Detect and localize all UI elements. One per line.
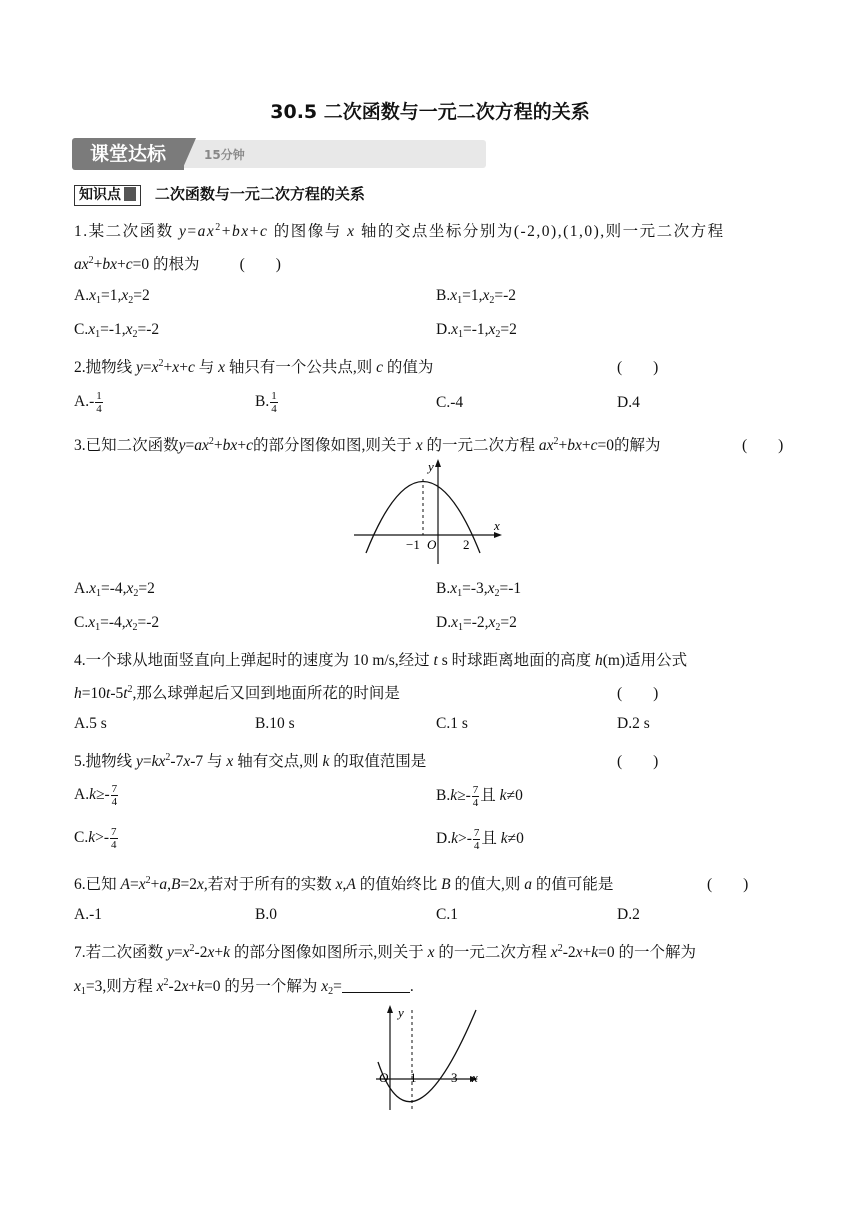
q1-option-c: $C.x_1=-1,x_2=-2$ [74, 321, 160, 340]
q3-label-origin: O [427, 537, 437, 552]
q5-text-c: 轴有交点,则 [233, 753, 323, 770]
q3-option-d: $D.x_1=-2,x_2=2$ [436, 614, 517, 633]
q3-label-2: 2 [463, 537, 470, 552]
q7-text-e: ,则方程 [102, 978, 157, 995]
q2-text-b: 与 [194, 359, 219, 376]
question-1-line-1: 1.某二次函数 $y=ax^2+bx+c$ 的图像与 x 轴的交点坐标分别为(-2,0),(1,0),则一元二次方程 [74, 222, 725, 240]
q4-option-d: D.2 s [617, 715, 650, 732]
q2-text-d: 的值为 [383, 359, 434, 376]
q1-text-a: 某二次函数 [88, 223, 180, 240]
q2-option-c: C.-4 [436, 394, 464, 411]
q7-parabola-curve [378, 1010, 476, 1102]
question-4-line-2: $h=10t-5t^2$,那么球弹起后又回到地面所花的时间是 [74, 684, 400, 702]
q5-b-and: 且 [480, 787, 500, 804]
knowledge-point-header [74, 183, 365, 205]
question-4-line-1: 4.一个球从地面竖直向上弹起时的速度为 10 m/s,经过 t s 时球距离地面的高度 h(m)适用公式 [74, 652, 688, 669]
q1-text-c: 轴的交点坐标分别为(-2,0),(1,0),则一元二次方程 [355, 223, 725, 240]
q1-text-b: 的图像与 [268, 223, 348, 240]
q7-label-x: x [472, 1070, 478, 1085]
tag-block-icon [124, 187, 136, 201]
q1-option-d: $D.x_1=-1,x_2=2$ [436, 321, 517, 340]
knowledge-point-title: 二次函数与一元二次方程的关系 [154, 185, 365, 203]
q7-text-b: 的部分图像如图所示,则关于 [230, 944, 428, 961]
question-3: 3.已知二次函数$y=ax^2+bx+c$的部分图像如图,则关于 x 的一元二次方程 $ax^2+bx+c=0$的解为 [74, 436, 661, 454]
q3-parabola-graph [350, 456, 510, 568]
q1-text-d: 的根为 [153, 256, 200, 273]
q7-y-arrow [387, 1005, 393, 1013]
q5-answer-paren: ( ) [617, 753, 659, 770]
banner-label: 课堂达标 [72, 138, 184, 170]
page-title: 30.5 二次函数与一元二次方程的关系 [270, 101, 590, 123]
banner-time: 15分钟 [204, 148, 245, 162]
q3-option-a: $A.x_1=-4,x_2=2$ [74, 580, 155, 599]
q1-answer-paren: ( ) [239, 256, 281, 273]
banner-slash [182, 138, 196, 170]
q3-option-b: $B.x_1=-3,x_2=-1$ [436, 580, 522, 599]
question-7-line-2: $x_1=3$,则方程 $x^2-2x+k=0$ 的另一个解为 $x_2=$ . [74, 977, 414, 997]
q3-text-a: 已知二次函数 [85, 437, 179, 454]
q2-option-a: A.- $\frac{1}{4}$ [74, 390, 102, 415]
q4-option-a: A.5 s [74, 715, 107, 732]
q6-option-d: D.2 [617, 906, 640, 923]
q3-number: 3. [74, 437, 86, 454]
q5-text-d: 的取值范围是 [329, 753, 427, 770]
q7-answer-blank[interactable] [342, 978, 410, 993]
q5-b-neq: ≠0 [506, 787, 523, 804]
q4-text-b: s 时球距离地面的高度 [437, 652, 596, 669]
q1-option-a: $A.x_1=1,x_2=2$ [74, 287, 150, 306]
q7-label-3: 3 [451, 1070, 458, 1085]
question-6: 6.已知 $A=x^2+a,B=2x$,若对于所有的实数 x,A 的值始终比 B 的值大,则 a 的值可能是 [74, 875, 614, 893]
q6-option-b: B.0 [255, 906, 277, 923]
q6-text-b: ,若对于所有的实数 [203, 876, 336, 893]
q6-number: 6. [74, 876, 86, 893]
q7-text-d: 的一个解为 [614, 944, 697, 961]
q6-text-e: 的值可能是 [531, 876, 614, 893]
q2-option-b: B. $\frac{1}{4}$ [255, 390, 277, 415]
q5-option-d: D.k>- $\frac{7}{4}$ 且 k≠0 [436, 826, 524, 852]
q2-answer-paren: ( ) [617, 359, 659, 376]
q7-label-origin: O [379, 1070, 389, 1085]
q6-option-a: A.-1 [74, 906, 102, 923]
q6-text-c: 的值始终比 [355, 876, 442, 893]
q4-answer-paren: ( ) [617, 685, 659, 702]
q7-text-c: 的一元二次方程 [434, 944, 551, 961]
q1-number: 1. [74, 223, 89, 240]
q5-text-a: 抛物线 [85, 753, 137, 770]
knowledge-point-tag [74, 185, 141, 206]
q6-text-d: 的值大,则 [450, 876, 525, 893]
q2-text-a: 抛物线 [85, 359, 137, 376]
q5-option-a: A.k≥- $\frac{7}{4}$ [74, 783, 118, 808]
q5-d-neq: ≠0 [507, 830, 524, 847]
question-5: 5.抛物线 $y=kx^2-7x-7$ 与 x 轴有交点,则 k 的取值范围是 [74, 752, 427, 770]
q7-label-1: 1 [410, 1070, 417, 1085]
q4-option-b: B.10 s [255, 715, 295, 732]
q5-option-c: C.k>- $\frac{7}{4}$ [74, 826, 117, 851]
q3-text-b: 的部分图像如图,则关于 [252, 437, 416, 454]
q2-option-d: D.4 [617, 394, 640, 411]
q4-text-d: ,那么球弹起后又回到地面所花的时间是 [132, 685, 400, 702]
q4-text-c: (m)适用公式 [602, 652, 688, 669]
q7-number: 7. [74, 944, 86, 961]
q3-text-d: 的解为 [614, 437, 661, 454]
q5-number: 5. [74, 753, 86, 770]
q4-number: 4. [74, 652, 86, 669]
q4-option-c: C.1 s [436, 715, 468, 732]
q7-text-a: 若二次函数 [85, 944, 168, 961]
q5-option-b: B.k≥- $\frac{7}{4}$ 且 k≠0 [436, 783, 523, 809]
q5-text-b: 与 [203, 753, 227, 770]
question-2: 2.抛物线 $y=x^2+x+c$ 与 x 轴只有一个公共点,则 c 的值为 [74, 358, 434, 376]
q6-option-c: C.1 [436, 906, 458, 923]
q3-text-c: 的一元二次方程 [422, 437, 539, 454]
q7-text-f: 的另一个解为 [220, 978, 322, 995]
question-7-line-1: 7.若二次函数 $y=x^2-2x+k$ 的部分图像如图所示,则关于 x 的一元二次方程 $x^2-2x+k=0$ 的一个解为 [74, 943, 697, 961]
q3-label-minus-1: −1 [406, 537, 420, 552]
q3-label-y: y [428, 459, 434, 474]
knowledge-point-tag-text: 知识点 [79, 187, 121, 203]
q3-answer-paren: ( ) [742, 437, 784, 454]
q2-text-c: 轴只有一个公共点,则 [224, 359, 377, 376]
q7-label-y: y [398, 1005, 404, 1020]
q1-option-b: $B.x_1=1,x_2=-2$ [436, 287, 517, 306]
q6-answer-paren: ( ) [707, 876, 749, 893]
q4-text-a: 一个球从地面竖直向上弹起时的速度为 10 m/s,经过 [85, 652, 434, 669]
question-1-line-2: $ax^2+bx+c=0$ 的根为 ( ) [74, 252, 281, 274]
q7-parabola-graph [372, 1002, 492, 1114]
q3-option-c: $C.x_1=-4,x_2=-2$ [74, 614, 160, 633]
q1-x-var: x [347, 223, 356, 240]
q5-d-and: 且 [481, 830, 501, 847]
q2-number: 2. [74, 359, 86, 376]
q3-y-arrow [435, 459, 441, 467]
section-banner [72, 138, 486, 170]
q3-label-x: x [494, 518, 500, 533]
q6-text-a: 已知 [85, 876, 121, 893]
